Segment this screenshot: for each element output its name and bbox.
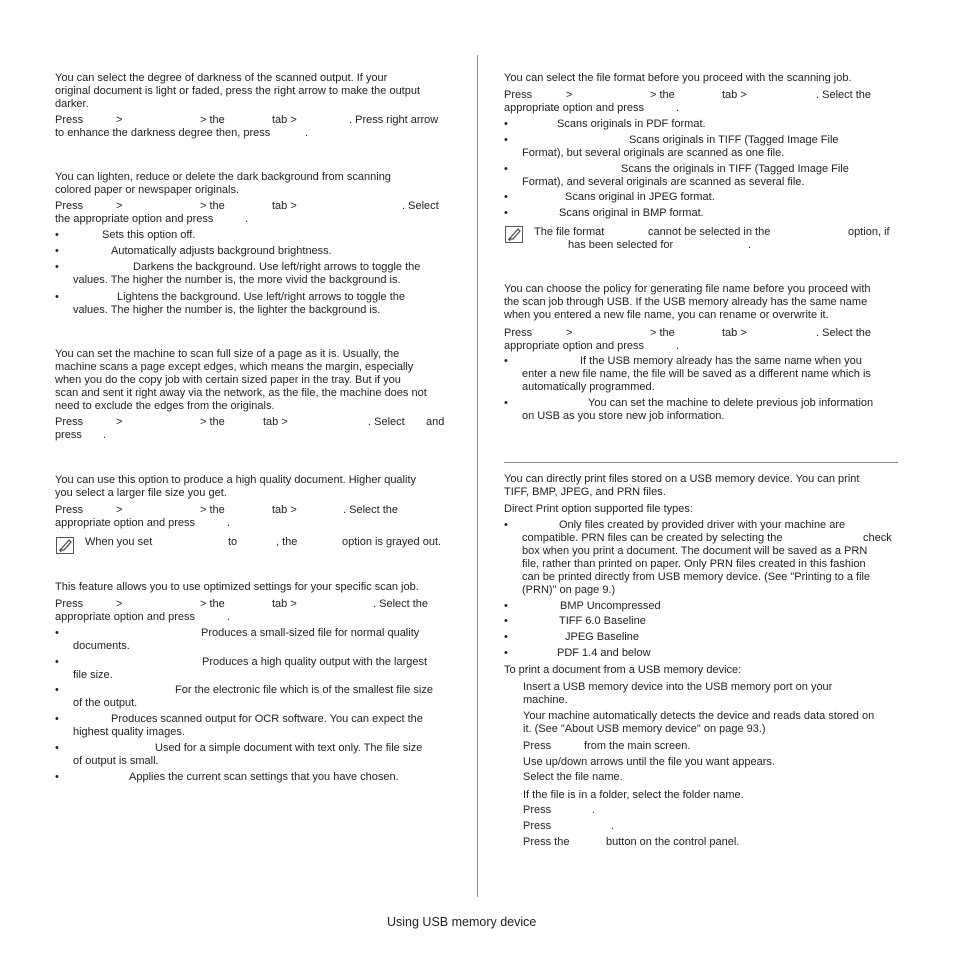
list-item: file size. [73,669,113,681]
note-text: has been selected for [568,239,674,251]
quality-intro-2: you select a larger file size you get. [55,487,227,499]
page-footer: Using USB memory device [387,915,537,929]
bullet: • [504,519,508,531]
press-rest: . Select the [343,504,399,516]
list-item: Lightens the background. Use left/right arrows to toggle the [117,291,406,303]
note-text: When you set [85,536,153,548]
list-item: Automatically adjusts background brightness. [111,245,332,257]
list-item: automatically programmed. [522,381,655,393]
press-line2: appropriate option and press [55,611,196,623]
list-item: Scans the originals in TIFF (Tagged Image File [621,163,849,175]
note-icon [505,226,523,243]
print-intro-1: You can directly print files stored on a USB memory device. You can print [504,473,860,485]
bullet: • [55,684,59,696]
list-item: You can set the machine to delete previous job information [588,397,874,409]
list-item: JPEG Baseline [565,631,639,643]
preset-intro: This feature allows you to use optimized settings for your specific scan job. [55,581,419,593]
press-line2: the appropriate option and press [55,213,214,225]
press-end: . [676,340,680,352]
how-to-label: To print a document from a USB memory device: [504,664,742,676]
darkness-intro-2: original document is light or faded, press the right arrow to make the output [55,85,421,97]
bullet: • [504,397,508,409]
step-1: machine. [523,694,568,706]
bullet: • [504,163,508,175]
supported-label: Direct Print option supported file types: [504,503,693,515]
step-3: from the main screen. [584,740,691,752]
bullet: • [504,134,508,146]
press-tab: tab > [722,327,747,339]
print-intro-2: TIFF, BMP, JPEG, and PRN files. [504,486,666,498]
press-arrow: > [566,327,573,339]
list-item: on USB as you store new job information. [522,410,725,422]
list-item: Scans originals in TIFF (Tagged Image File [629,134,839,146]
press-tab: tab > [272,114,297,126]
filename-intro-3: when you entered a new file name, you can rename or overwrite it. [504,309,829,321]
press-arrow: > [116,200,123,212]
bullet: • [504,118,508,130]
note-text: The file format [534,226,605,238]
list-item: of output is small. [73,755,159,767]
bullet: • [504,631,508,643]
bullet: • [504,647,508,659]
bullet: • [504,191,508,203]
press-line2: appropriate option and press [504,340,645,352]
press-end: . [227,611,231,623]
step-6: If the file is in a folder, select the folder name. [523,789,744,801]
list-item: BMP Uncompressed [560,600,661,612]
list-item: Applies the current scan settings that you have chosen. [129,771,399,783]
press-line2: appropriate option and press [55,517,196,529]
press-arrow: > [116,416,123,428]
bullet: • [55,771,59,783]
press-word: Press [55,598,84,610]
list-item: file, rather than printed on paper. Only PRN files created in this fashion [522,558,866,570]
press-rest: . Select [368,416,405,428]
list-item: Only files created by provided driver with your machine are [559,519,846,531]
filename-intro-2: the scan job through USB. If the USB memory already has the same name [504,296,868,308]
list-item: values. The higher the number is, the lighter the background is. [73,304,381,316]
list-item: Scans original in BMP format. [559,207,704,219]
bullet: • [55,742,59,754]
press-arrow: > [116,114,123,126]
press-word: Press [504,89,533,101]
press-arrow: > [116,504,123,516]
section-divider [504,462,898,463]
darkness-intro-1: You can select the degree of darkness of the scanned output. If your [55,72,388,84]
list-item: Used for a simple document with text only. The file size [155,742,423,754]
darkness-intro-3: darker. [55,98,89,110]
list-item: If the USB memory already has the same name when you [580,355,862,367]
press-end: . [227,517,231,529]
note-text: , the [276,536,298,548]
press-tab: tab > [272,598,297,610]
list-item: compatible. PRN files can be created by selecting the [522,532,783,544]
list-item: TIFF 6.0 Baseline [559,615,646,627]
press-line2: appropriate option and press [504,102,645,114]
column-divider [477,55,478,897]
press-end: . [245,213,249,225]
list-item: Darkens the background. Use left/right arrows to toggle the [133,261,421,273]
note-text: option, if [848,226,890,238]
press-the: > the [650,327,675,339]
bullet: • [55,291,59,303]
list-item: PDF 1.4 and below [557,647,651,659]
list-item: Sets this option off. [102,229,196,241]
press-the: > the [200,416,225,428]
press-rest: . Select [402,200,439,212]
list-item: can be printed directly from USB memory device. (See "Printing to a file [522,571,871,583]
note-text: cannot be selected in the [648,226,771,238]
list-item: box when you print a document. The document will be saved as a PRN [522,545,868,557]
bullet: • [504,207,508,219]
background-intro-2: colored paper or newspaper originals. [55,184,240,196]
list-item: Produces a high quality output with the largest [202,656,428,668]
list-item: enter a new file name, the file will be saved as a different name which is [522,368,871,380]
step-8: Press [523,820,552,832]
list-item: Format), and several originals are scanned as several file. [522,176,805,188]
bullet: • [55,245,59,257]
note-text: . [748,239,752,251]
bullet: • [504,615,508,627]
step-8: . [611,820,615,832]
list-item: documents. [73,640,130,652]
filename-intro-1: You can choose the policy for generating file name before you proceed with [504,283,871,295]
press-tab: tab > [272,200,297,212]
press-word: Press [55,114,84,126]
press-word: Press [55,504,84,516]
edge-intro-2: machine scans a page except edges, which means the margin, especially [55,361,414,373]
step-2: it. (See "About USB memory device" on page 93.) [523,723,766,735]
list-item: Produces scanned output for OCR software. You can expect the [111,713,423,725]
press-rest: . Select the [373,598,429,610]
press-end: . [103,429,107,441]
list-item: Format), but several originals are scanned as one file. [522,147,785,159]
list-item: Scans originals in PDF format. [557,118,706,130]
press-the: > the [200,114,225,126]
press-and: and [426,416,445,428]
press-line2: to enhance the darkness degree then, press [55,127,271,139]
note-text: to [228,536,238,548]
step-5: Select the file name. [523,771,623,783]
bullet: • [55,261,59,273]
step-2: Your machine automatically detects the device and reads data stored on [523,710,875,722]
bullet: • [55,656,59,668]
press-rest: . Select the [816,327,872,339]
step-9: Press the [523,836,570,848]
edge-intro-3: when you do the copy job with certain sized paper in the tray. But if you [55,374,401,386]
press-word: Press [55,200,84,212]
press-tab: tab > [722,89,747,101]
press-the: > the [200,200,225,212]
step-7: Press [523,804,552,816]
press-the: > the [200,598,225,610]
press-tab: tab > [263,416,288,428]
list-item: of the output. [73,697,138,709]
press-end: . [305,127,309,139]
press-arrow: > [116,598,123,610]
background-intro-1: You can lighten, reduce or delete the dark background from scanning [55,171,391,183]
list-item: Scans original in JPEG format. [565,191,715,203]
list-item: (PRN)" on page 9.) [522,584,616,596]
press-word: Press [55,416,84,428]
press-end: . [676,102,680,114]
list-item: check [863,532,892,544]
edge-intro-1: You can set the machine to scan full size of a page as it is. Usually, the [55,348,400,360]
step-3: Press [523,740,552,752]
press-the: > the [200,504,225,516]
list-item: Produces a small-sized file for normal quality [201,627,420,639]
press-tab: tab > [272,504,297,516]
step-1: Insert a USB memory device into the USB memory port on your [523,681,833,693]
edge-intro-5: need to exclude the edges from the originals. [55,400,275,412]
press-line2: press [55,429,82,441]
press-word: Press [504,327,533,339]
note-icon [56,537,74,554]
bullet: • [504,355,508,367]
list-item: values. The higher the number is, the more vivid the background is. [73,274,401,286]
bullet: • [55,713,59,725]
list-item: For the electronic file which is of the smallest file size [175,684,433,696]
step-4: Use up/down arrows until the file you want appears. [523,756,775,768]
press-rest: . Select the [816,89,872,101]
step-9: button on the control panel. [606,836,740,848]
bullet: • [55,229,59,241]
press-arrow: > [566,89,573,101]
bullet: • [55,627,59,639]
edge-intro-4: scan and sent it right away via the network, as the file, the machine does not [55,387,427,399]
format-intro: You can select the file format before you proceed with the scanning job. [504,72,852,84]
quality-intro-1: You can use this option to produce a high quality document. Higher quality [55,474,416,486]
note-text: option is grayed out. [342,536,442,548]
list-item: highest quality images. [73,726,185,738]
step-7: . [592,804,596,816]
press-rest: . Press right arrow [349,114,439,126]
bullet: • [504,600,508,612]
press-the: > the [650,89,675,101]
